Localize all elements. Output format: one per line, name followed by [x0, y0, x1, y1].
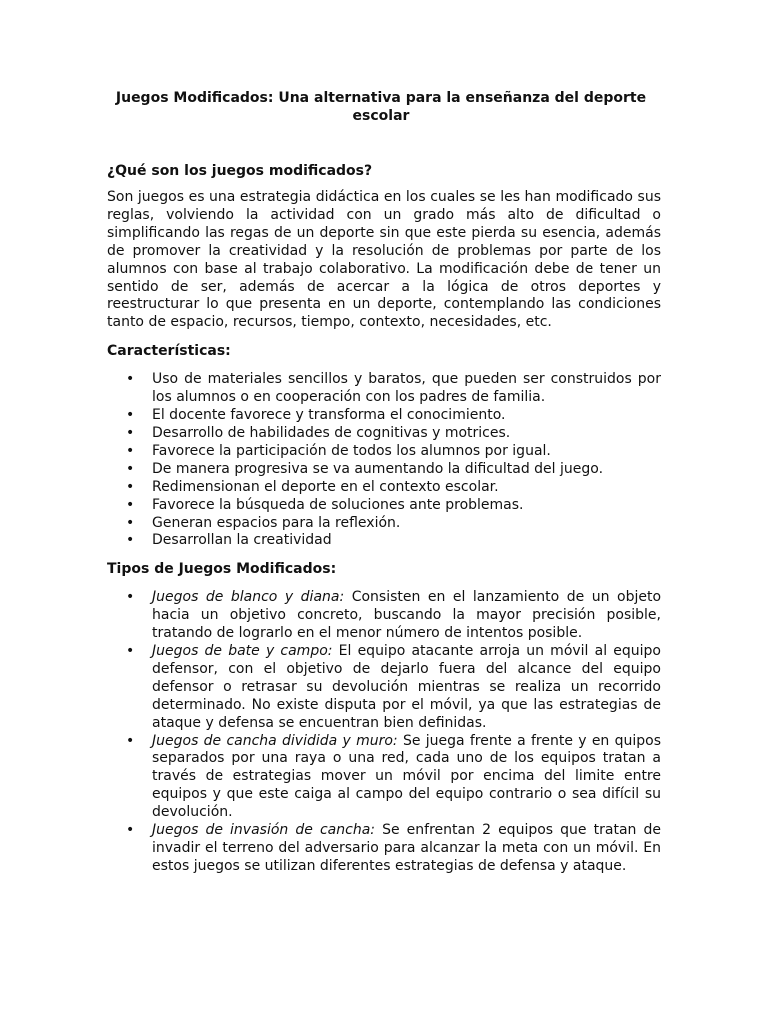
- list-item-text: Desarrollo de habilidades de cognitivas y motrices.: [152, 424, 511, 441]
- bullet-icon: •: [126, 532, 135, 549]
- bullet-icon: •: [126, 643, 135, 660]
- bullet-icon: •: [126, 589, 135, 606]
- characteristics-list: [107, 371, 661, 550]
- list-item: [107, 589, 661, 643]
- list-item-text: Uso de materiales sencillos y baratos, que pueden ser construidos por los alumnos o en cooperación con los padres de familia.: [152, 371, 661, 406]
- title-line-2: escolar: [352, 108, 410, 124]
- bullet-icon: •: [126, 496, 135, 513]
- list-item: [107, 407, 661, 425]
- bullet-icon: •: [126, 424, 135, 441]
- bullet-icon: •: [126, 514, 135, 531]
- type-description: Se juega frente a frente y en quipos separados por una raya o una red, cada uno de los equipos tratan a través de estrategias mover un móvil por encima del limite entre equipos y que este caiga al campo del equipo contrario o sea difícil su devolución.: [152, 732, 661, 821]
- question-heading: ¿Qué son los juegos modificados?: [107, 163, 373, 179]
- list-item-text: Favorece la búsqueda de soluciones ante problemas.: [152, 496, 524, 513]
- title-line-1: Juegos Modificados: Una alternativa para la enseñanza del deporte: [115, 90, 647, 106]
- bullet-icon: •: [126, 460, 135, 477]
- bullet-icon: •: [126, 371, 135, 388]
- bullet-icon: •: [126, 478, 135, 495]
- bullet-icon: •: [126, 407, 135, 424]
- type-term: Juegos de bate y campo:: [152, 643, 333, 660]
- list-item-text: De manera progresiva se va aumentando la dificultad del juego.: [152, 460, 604, 477]
- list-item: [107, 479, 661, 497]
- list-item-text: Favorece la participación de todos los alumnos por igual.: [152, 442, 551, 459]
- list-item: [107, 515, 661, 533]
- list-item: [107, 443, 661, 461]
- list-item: [107, 425, 661, 443]
- list-item: [107, 532, 661, 550]
- list-item-text: Generan espacios para la reflexión.: [152, 514, 401, 531]
- type-term: Juegos de invasión de cancha:: [152, 822, 375, 839]
- bullet-icon: •: [126, 732, 135, 749]
- list-item: [107, 461, 661, 479]
- document-title: [107, 89, 655, 125]
- list-item-text: Desarrollan la creatividad: [152, 532, 332, 549]
- list-item: [107, 497, 661, 515]
- list-item: [107, 643, 661, 733]
- bullet-icon: •: [126, 442, 135, 459]
- list-item-text: El docente favorece y transforma el conocimiento.: [152, 407, 506, 424]
- type-description: El equipo atacante arroja un móvil al equipo defensor, con el objetivo de dejarlo fuera del alcance del equipo defensor o retrasar su devolución mientras se realiza un recorrido determinado. No existe disputa por el móvil, ya que las estrategias de ataque y defensa se encuentran bien definidas.: [152, 643, 661, 731]
- intro-paragraph: Son juegos es una estrategia didáctica en los cuales se les han modificado sus reglas, volviendo la actividad con un grado más alto de dificultad o simplificando las regas de un deporte sin que este pierda su esencia, además de promover la creatividad y la resolución de problemas por parte de los alumnos con base al trabajo colaborativo. La modificación debe de tener un sentido de ser, además de acercar a la lógica de otros deportes y reestructurar lo que presenta en un deporte, contemplando las condiciones tanto de espacio, recursos, tiempo, contexto, necesidades, etc.: [107, 189, 661, 331]
- type-term: Juegos de cancha dividida y muro:: [152, 732, 398, 749]
- types-heading: Tipos de Juegos Modificados:: [107, 561, 337, 578]
- bullet-icon: •: [126, 822, 135, 839]
- list-item: [107, 733, 661, 823]
- type-term: Juegos de blanco y diana:: [152, 589, 345, 606]
- list-item: [107, 822, 661, 876]
- list-item: [107, 371, 661, 407]
- type-description: Consisten en el lanzamiento de un objeto hacia un objetivo concreto, buscando la mayor precisión posible, tratando de lograrlo en el menor número de intentos posible.: [152, 589, 662, 642]
- list-item-text: Redimensionan el deporte en el contexto escolar.: [152, 478, 499, 495]
- types-list: [107, 589, 661, 876]
- type-description: Se enfrentan 2 equipos que tratan de invadir el terreno del adversario para alcanzar la meta con un móvil. En estos juegos se utilizan diferentes estrategias de defensa y ataque.: [152, 822, 661, 874]
- characteristics-heading: Características:: [107, 343, 231, 360]
